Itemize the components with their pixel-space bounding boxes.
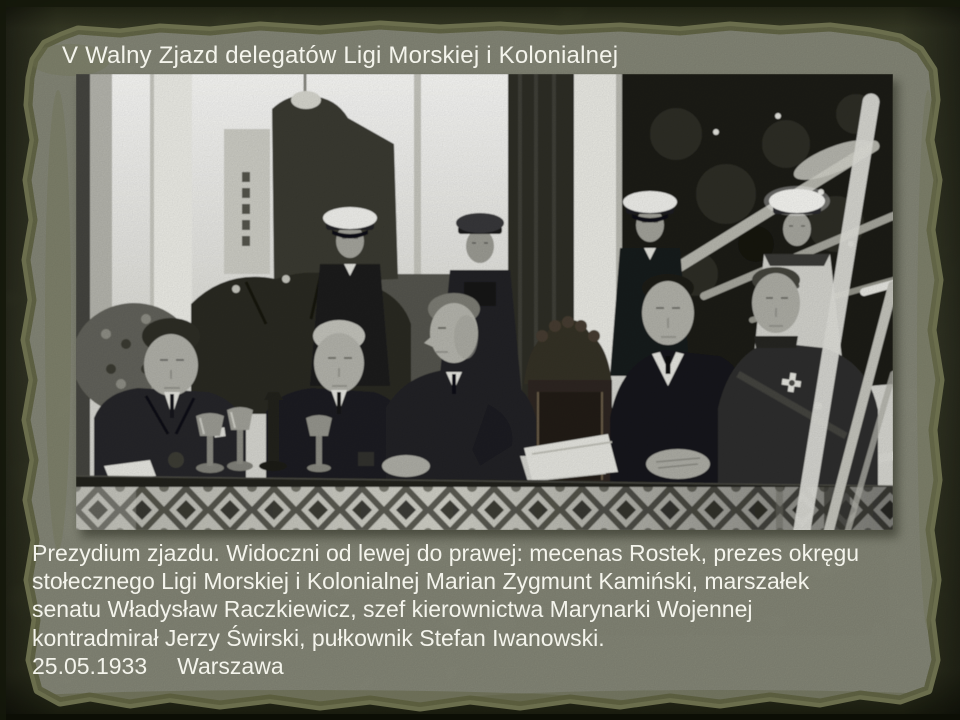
photo-caption <box>32 539 942 680</box>
caption-line-1: Prezydium zjazdu. Widoczni od lewej do prawej: mecenas Rostek, prezes okręgu <box>32 540 860 566</box>
caption-line-2: stołecznego Ligi Morskiej i Kolonialnej Marian Zygmunt Kamiński, marszałek <box>32 568 810 595</box>
caption-line-4: kontradmirał Jerzy Świrski, pułkownik Stefan Iwanowski. <box>32 624 605 651</box>
caption-line-3: senatu Władysław Raczkiewicz, szef kierownictwa Marynarki Wojennej <box>32 596 753 623</box>
location-text: Warszawa <box>177 652 284 679</box>
date-location-line <box>32 652 942 680</box>
historical-photo <box>76 74 893 530</box>
date-text: 25.05.1933 <box>32 652 148 679</box>
slide-title: V Walny Zjazd delegatów Ligi Morskiej i Kolonialnej <box>62 42 619 69</box>
